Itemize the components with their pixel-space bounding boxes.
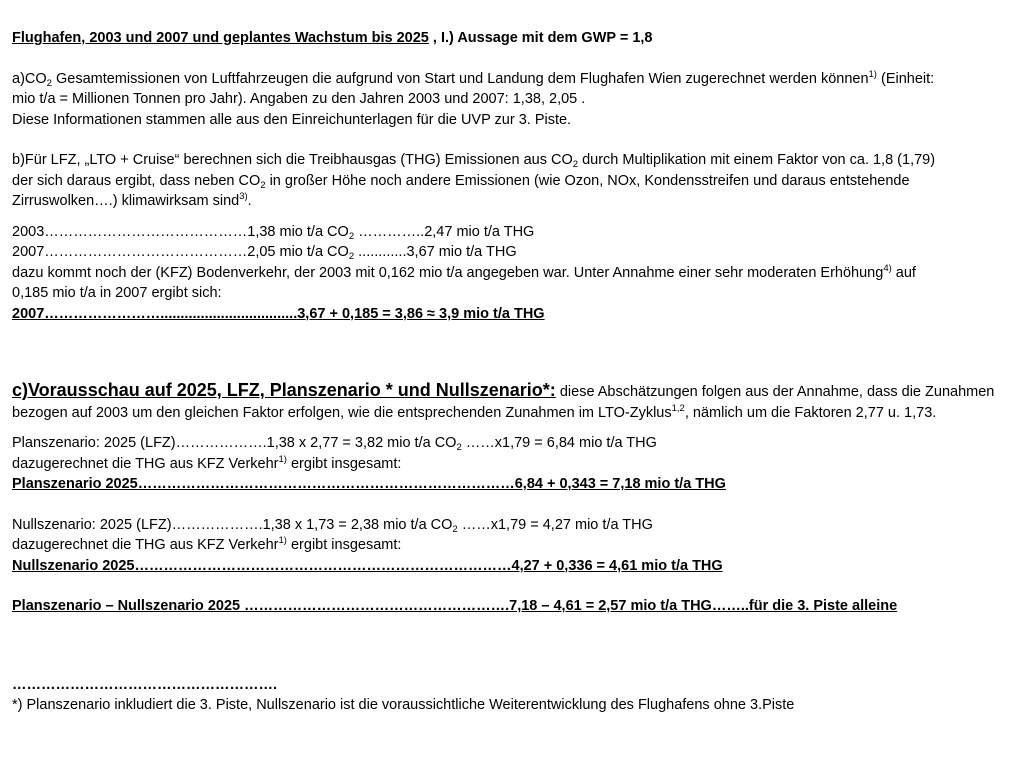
- row-2007-text: ............3,67 mio t/a THG: [354, 244, 517, 260]
- null-kfz-text: dazugerechnet die THG aus KFZ Verkehr: [12, 537, 279, 553]
- row-2007-text: 2007……………………………………2,05 mio t/a CO: [12, 244, 349, 260]
- row-2003: [12, 222, 1012, 243]
- co2-subscript: 2: [572, 159, 579, 170]
- document-page: [12, 28, 1012, 716]
- footnote-marker: 3): [239, 191, 248, 202]
- null-scenario-line: [12, 515, 1012, 536]
- null-scenario-result: Nullszenario 2025……………………………………………………………………4,27 + 0,336 = 4,61 mio t/a THG: [12, 557, 723, 574]
- co2-subscript: 2: [456, 442, 462, 453]
- ground-traffic-line-1: [12, 263, 1012, 284]
- section-b-text: der sich daraus ergibt, dass neben CO: [12, 172, 261, 189]
- null-scenario-text: Nullszenario: 2025 (LFZ)……………….1,38 x 1,73 = 2,38 mio t/a CO: [12, 516, 453, 533]
- section-c-text: diese Abschätzungen folgen aus der Annahme, dass die Zunahmen: [555, 384, 995, 400]
- co2-subscript: 2: [348, 251, 355, 262]
- ground-traffic-text: dazu kommt noch der (KFZ) Bodenverkehr, der 2003 mit 0,162 mio t/a angegeben war. Unter Annahme einer sehr moderaten Erhöhung: [12, 264, 884, 281]
- section-b: [12, 150, 1012, 324]
- footer-dots: ……………………………………………….: [12, 676, 278, 693]
- footnote: *) Planszenario inkludiert die 3. Piste, Nullszenario ist die voraussichtliche Weiterentwicklung des Flughafens ohne 3.Piste: [12, 697, 795, 713]
- section-a-line-2: mio t/a = Millionen Tonnen pro Jahr). Angaben zu den Jahren 2003 und 2007: 1,38, 2,05 .: [12, 91, 586, 107]
- row-2007: [12, 242, 1012, 263]
- plan-kfz-line: [12, 454, 1012, 475]
- co2-subscript: 2: [452, 523, 458, 535]
- section-a-line-1: [12, 69, 1012, 90]
- section-a-tail: (Einheit:: [876, 70, 935, 87]
- footnote-marker: 1): [868, 68, 877, 80]
- co2-subscript: 2: [348, 230, 355, 242]
- section-b-line-3: [12, 191, 1012, 212]
- ground-traffic-line-2: 0,185 mio t/a in 2007 ergibt sich:: [12, 285, 222, 301]
- row-2003-text: 2003……………………………………1,38 mio t/a CO: [12, 223, 349, 240]
- section-c-line-1: [12, 380, 1012, 403]
- section-b-text: .: [247, 193, 252, 209]
- title-rest: , I.) Aussage mit dem GWP = 1,8: [428, 30, 653, 46]
- section-c-text: bezogen auf 2003 um den gleichen Faktor erfolgen, wie die entsprechenden Zunahmen im LTO-Zyklus: [12, 404, 672, 421]
- section-a-line-3: Diese Informationen stammen alle aus den Einreichunterlagen für die UVP zur 3. Piste.: [12, 111, 572, 128]
- null-scenario-text: ……x1,79 = 4,27 mio t/a THG: [457, 516, 653, 533]
- footnote-marker: 1): [278, 535, 287, 546]
- footnote-marker: 4): [883, 262, 892, 274]
- scenario-difference-result: Planszenario – Nullszenario 2025 ……………………………………………….7,18 – 4,61 = 2,57 mio t/a THG……..für die 3. Piste alleine: [12, 598, 898, 614]
- plan-scenario-text: Planszenario: 2025 (LFZ)……………….1,38 x 2,77 = 3,82 mio t/a CO: [12, 435, 457, 451]
- section-a-text: Gesamtemissionen von Luftfahrzeugen die aufgrund von Start und Landung dem Flughafen Wien zugerechnet werden können: [51, 70, 869, 87]
- result-2007: 2007……………………..................................3,67 + 0,185 = 3,86 ≈ 3,9 mio t/a THG: [12, 305, 545, 322]
- co2-subscript: 2: [260, 179, 266, 191]
- section-c-heading: c)Vorausschau auf 2025, LFZ, Planszenario * und Nullszenario*:: [12, 380, 556, 400]
- section-c-line-2: [12, 403, 1012, 424]
- section-a: [12, 69, 1012, 131]
- section-b-line-2: [12, 171, 1012, 192]
- row-2003-text: …………..2,47 mio t/a THG: [354, 223, 535, 240]
- null-kfz-text: ergibt insgesamt:: [286, 537, 402, 553]
- title-main: Flughafen, 2003 und 2007 und geplantes Wachstum bis 2025: [12, 30, 429, 46]
- null-kfz-line: [12, 535, 1012, 556]
- section-a-prefix: a)CO: [12, 70, 47, 87]
- section-b-text: durch Multiplikation mit einem Faktor von ca. 1,8 (1,79): [578, 152, 936, 168]
- page-title: [12, 28, 1012, 49]
- section-b-text: b)Für LFZ, „LTO + Cruise“ berechnen sich die Treibhausgas (THG) Emissionen aus CO: [12, 152, 573, 168]
- section-c: [12, 380, 1012, 617]
- section-b-line-1: [12, 150, 1012, 171]
- plan-kfz-text: dazugerechnet die THG aus KFZ Verkehr: [12, 455, 279, 472]
- plan-scenario-result: Planszenario 2025……………………………………………………………………6,84 + 0,343 = 7,18 mio t/a THG: [12, 476, 726, 492]
- section-c-text: , nämlich um die Faktoren 2,77 u. 1,73.: [684, 404, 937, 421]
- co2-subscript: 2: [46, 77, 52, 89]
- section-b-text: in großer Höhe noch andere Emissionen (wie Ozon, NOx, Kondensstreifen und daraus entstehende: [265, 172, 910, 189]
- plan-scenario-line: [12, 433, 1012, 454]
- footnote-marker: 1): [278, 453, 287, 465]
- section-b-text: Zirruswolken….) klimawirksam sind: [12, 193, 240, 209]
- footnote-marker: 1,2: [671, 402, 685, 414]
- plan-scenario-text: ……x1,79 = 6,84 mio t/a THG: [461, 435, 657, 451]
- ground-traffic-text: auf: [891, 264, 916, 281]
- plan-kfz-text: ergibt insgesamt:: [286, 455, 402, 472]
